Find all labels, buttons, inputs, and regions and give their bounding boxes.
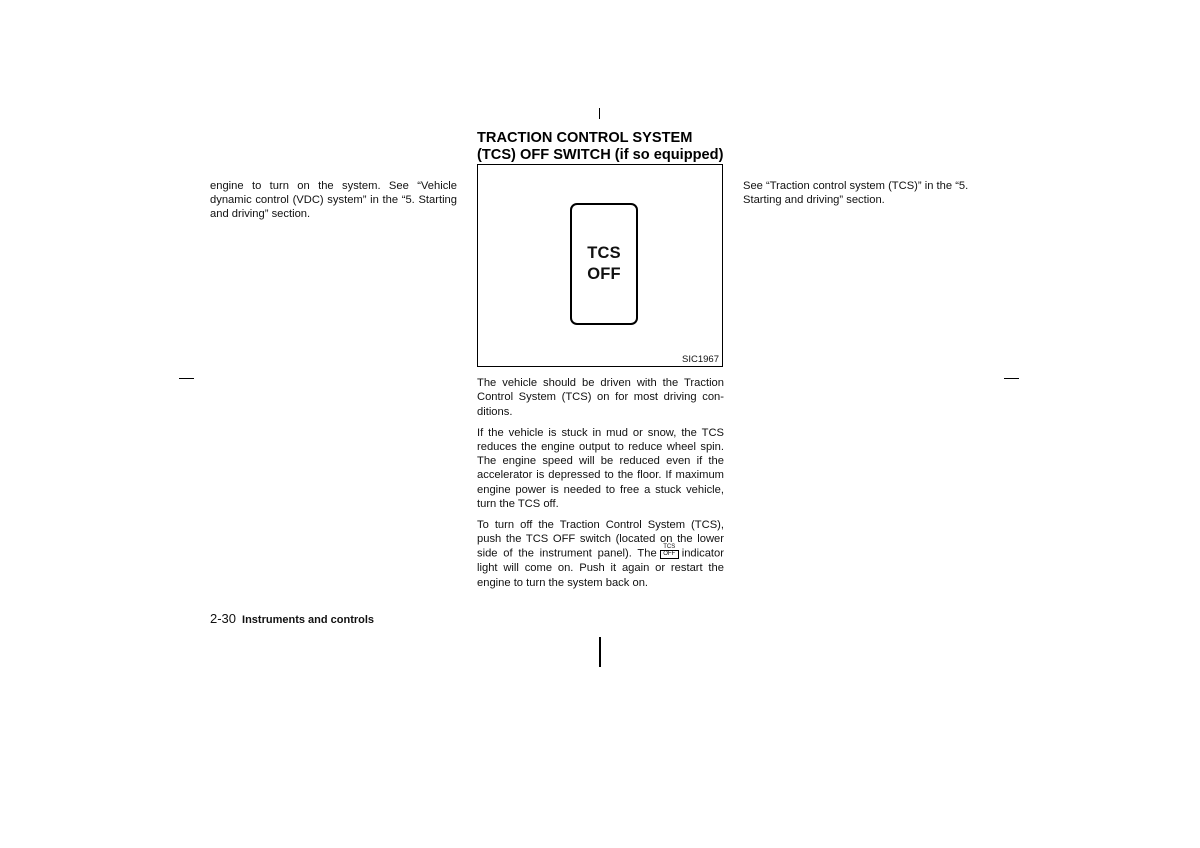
bottom-center-mark xyxy=(599,637,601,667)
section-title: Instruments and controls xyxy=(242,614,375,626)
tcs-off-indicator-icon xyxy=(660,544,679,559)
right-paragraph: See “Traction control system (TCS)” in the “5. Starting and driving” section. xyxy=(743,180,969,207)
right-column xyxy=(743,179,991,207)
paragraph-3-after-icon: indicator light will come on. Push it again or restart the engine to turn the system back on. xyxy=(477,547,724,589)
paragraph-3-before-icon: To turn off the Traction Control System (TCS), push the TCS OFF switch (located on the lower side of the instrument panel). The xyxy=(477,519,724,560)
tcs-off-indicator-icon-top: TCS xyxy=(663,544,676,551)
left-column xyxy=(210,179,457,222)
right-side-mark xyxy=(1004,378,1019,379)
tcs-switch-figure xyxy=(477,164,723,367)
top-center-mark xyxy=(599,108,600,119)
tcs-off-switch-illustration xyxy=(570,203,638,325)
left-paragraph: engine to turn on the system. See “Vehicle dynamic control (VDC) system” in the “5. Starting and driving” section. xyxy=(210,180,457,221)
tcs-off-indicator-icon-bottom: OFF xyxy=(660,550,679,559)
middle-body xyxy=(477,376,724,590)
switch-label-line1: TCS xyxy=(587,244,621,263)
paragraph-2: If the vehicle is stuck in mud or snow, the TCS reduces the engine output to reduce wheel spin. The engine speed will be reduced even if the accelerator is depressed to the floor. If maximum engine power is needed to free a stuck vehicle, turn the TCS off. xyxy=(477,426,724,510)
page-number: 2-30 xyxy=(210,611,237,626)
figure-code: SIC1967 xyxy=(682,354,719,366)
switch-label-line2: OFF xyxy=(587,265,621,284)
left-side-mark xyxy=(179,378,194,379)
paragraph-1: The vehicle should be driven with the Traction Control System (TCS) on for most driving conditions. xyxy=(477,377,724,418)
section-heading: TRACTION CONTROL SYSTEM (TCS) OFF SWITCH (if so equipped) xyxy=(477,130,724,163)
middle-column xyxy=(477,130,724,590)
page-footer xyxy=(210,610,374,628)
paragraph-3 xyxy=(477,518,724,590)
